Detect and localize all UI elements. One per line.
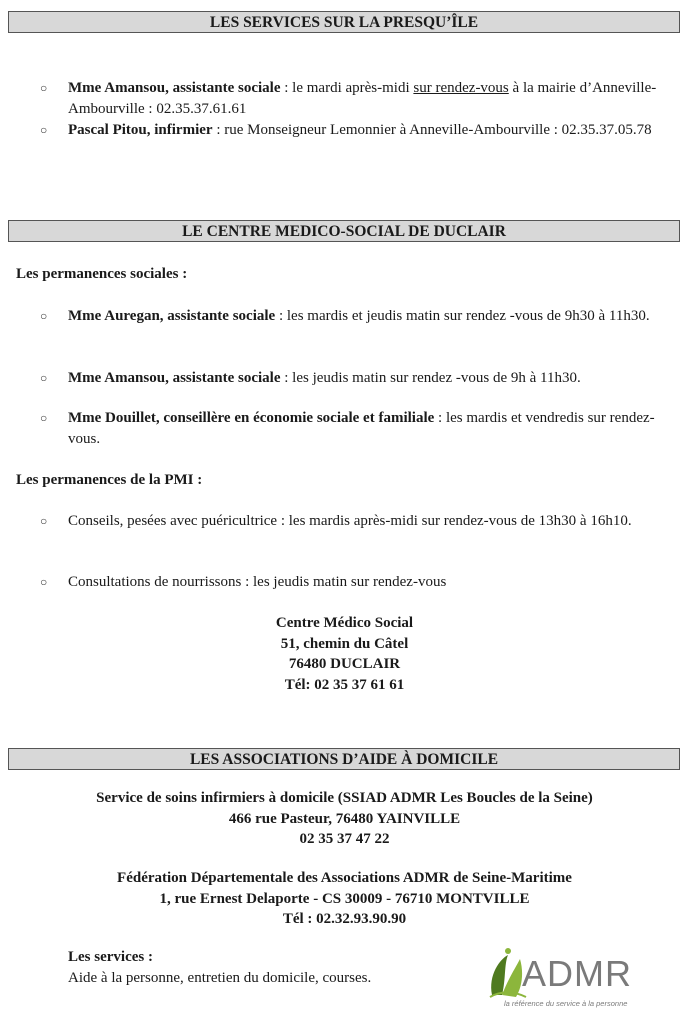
circle-bullet-icon: ○ [40,123,48,137]
services-text: Aide à la personne, entretien du domicile, courses. [68,970,372,986]
ssiad-block: Service de soins infirmiers à domicile (SSIAD ADMR Les Boucles de la Seine) 466 rue Pasteur, 76480 YAINVILLE 02 35 37 47 22 [96,790,593,847]
contact-name: Mme Auregan, assistante sociale [68,308,276,324]
logo-wordmark: ADMR [522,953,632,994]
circle-bullet-icon: ○ [40,411,48,425]
contact-name: Mme Amansou, assistante sociale [68,370,281,386]
circle-bullet-icon: ○ [40,514,48,528]
duclair-address: Centre Médico Social 51, chemin du Câtel 76480 DUCLAIR Tél: 02 35 37 61 61 [275,615,414,693]
section-header-duclair: LE CENTRE MEDICO-SOCIAL DE DUCLAIR [8,220,680,242]
social-heading: Les permanences sociales : [16,266,188,282]
logo-tagline: la référence du service à la personne [504,999,628,1008]
services-heading: Les services : [68,949,153,965]
contact-name: Mme Douillet, conseillère en économie sociale et familiale [68,410,435,426]
contact-name: Pascal Pitou, infirmier [68,122,213,138]
contact-name: Mme Amansou, assistante sociale [68,80,281,96]
section-header-presquile: LES SERVICES SUR LA PRESQU’ÎLE [8,11,680,33]
pmi-heading: Les permanences de la PMI : [16,472,203,488]
circle-bullet-icon: ○ [40,575,48,589]
circle-bullet-icon: ○ [40,309,48,323]
section-header-associations: LES ASSOCIATIONS D’AIDE À DOMICILE [8,748,680,770]
circle-bullet-icon: ○ [40,371,48,385]
admr-logo [486,945,646,1015]
circle-bullet-icon: ○ [40,81,48,95]
appointment-note: sur rendez-vous [413,80,509,96]
federation-block: Fédération Départementale des Associations ADMR de Seine-Maritime 1, rue Ernest Delaporte - CS 30009 - 76710 MONTVILLE Tél : 02.32.93.90.90 [117,870,572,927]
